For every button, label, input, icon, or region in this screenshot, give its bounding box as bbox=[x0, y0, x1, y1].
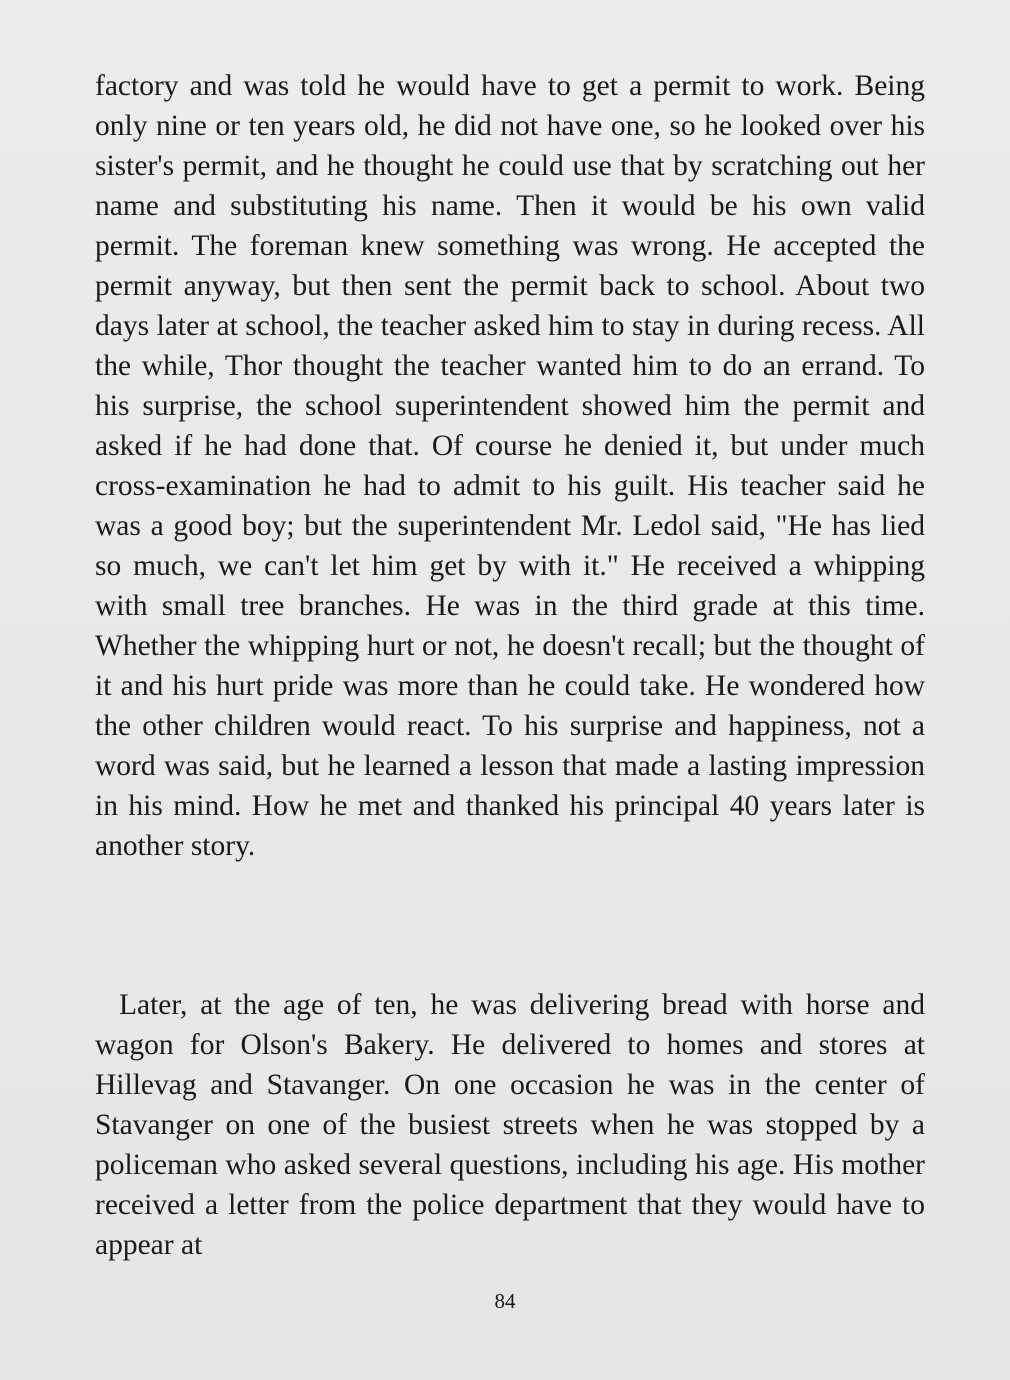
body-paragraph-1: factory and was told he would have to get a permit to work. Being only nine or ten years old, he did not have one, so he looked over his sister's permit, and he thought he could use that by scratching out her name and substituting his name. Then it would be his own valid permit. The foreman knew something was wrong. He accepted the permit anyway, but then sent the permit back to school. About two days later at school, the teacher asked him to stay in during recess. All the while, Thor thought the teacher wanted him to do an errand. To his surprise, the school superintendent showed him the permit and asked if he had done that. Of course he denied it, but under much cross-examination he had to admit to his guilt. His teacher said he was a good boy; but the superintendent Mr. Ledol said, "He has lied so much, we can't let him get by with it." He received a whipping with small tree branches. He was in the third grade at this time. Whether the whipping hurt or not, he doesn't recall; but the thought of it and his hurt pride was more than he could take. He wondered how the other children would react. To his surprise and happiness, not a word was said, but he learned a lesson that made a lasting impression in his mind. How he met and thanked his principal 40 years later is another story. bbox=[95, 70, 925, 862]
page-number: 84 bbox=[494, 1289, 516, 1313]
body-paragraph-2: Later, at the age of ten, he was delivering bread with horse and wagon for Olson's Bakery. He delivered to homes and stores at Hillevag and Stavanger. On one occasion he was in the center of Stavanger on one of the busiest streets when he was stopped by a policeman who asked several questions, including his age. His mother received a letter from the police department that they would have to appear at bbox=[95, 989, 925, 1261]
